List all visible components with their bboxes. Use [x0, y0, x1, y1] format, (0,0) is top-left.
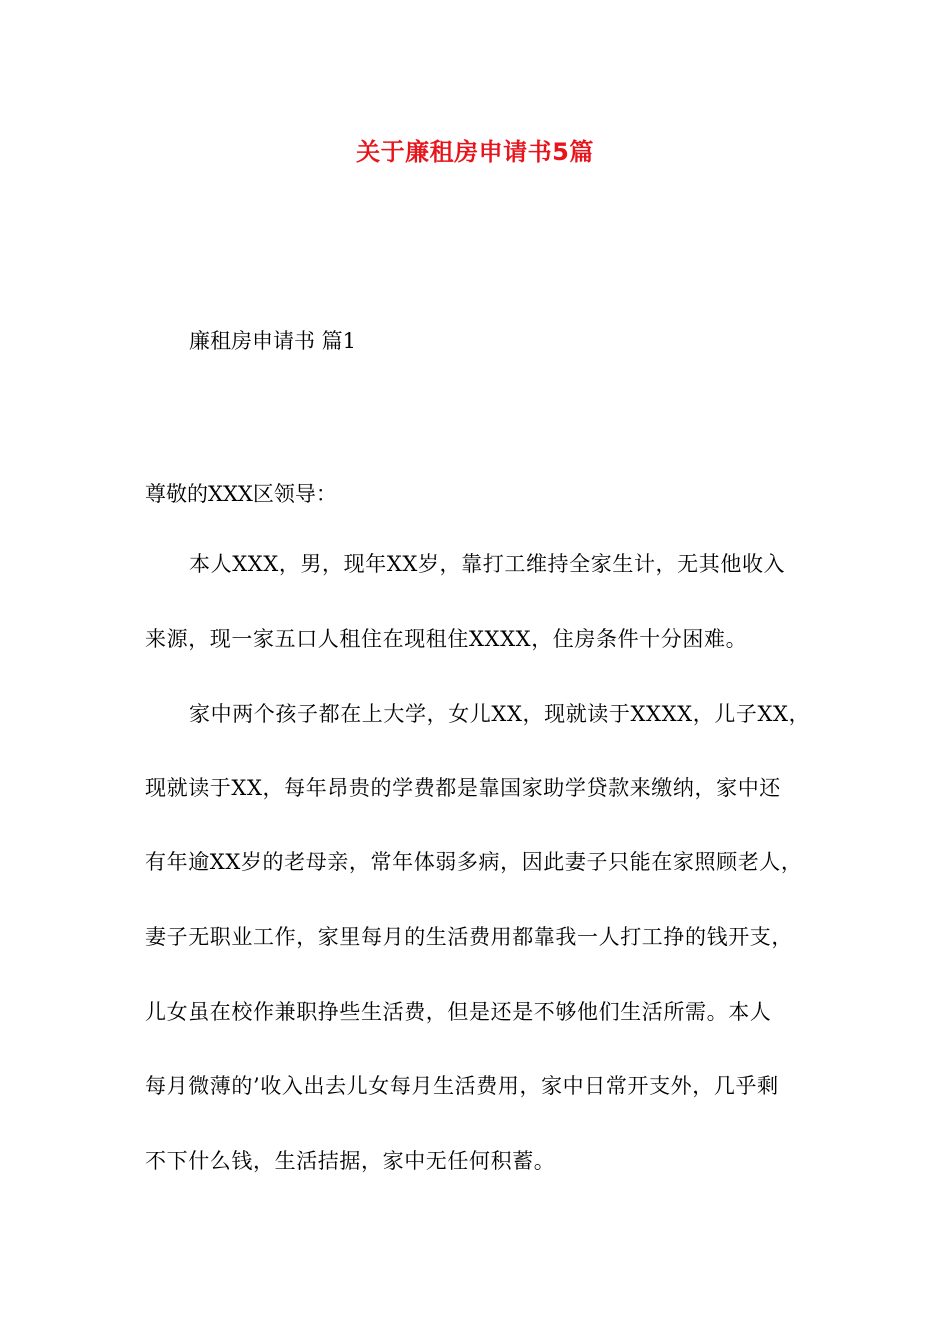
body-line: 不下什么钱，生活拮据，家中无任何积蓄。	[145, 1149, 556, 1173]
body-line: 每月微薄的’收入出去儿女每月生活费用，家中日常开支外，几乎剩	[145, 1074, 779, 1098]
body-line: 有年逾XX岁的老母亲，常年体弱多病，因此妻子只能在家照顾老人，	[145, 850, 803, 874]
body-line: 妻子无职业工作，家里每月的生活费用都靠我一人打工挣的钱开支，	[145, 925, 793, 949]
body-line: 现就读于XX，每年昂贵的学费都是靠国家助学贷款来缴纳，家中还	[145, 776, 781, 800]
section-heading: 廉租房申请书 篇1	[189, 329, 357, 353]
document-title: 关于廉租房申请书5篇	[356, 138, 594, 166]
salutation: 尊敬的XXX区领导：	[145, 482, 337, 506]
body-line: 来源，现一家五口人租住在现租住XXXX，住房条件十分困难。	[145, 627, 748, 651]
body-line: 家中两个孩子都在上大学，女儿XX，现就读于XXXX，儿子XX，	[189, 702, 811, 726]
body-line: 本人XXX，男，现年XX岁，靠打工维持全家生计，无其他收入	[189, 552, 786, 576]
body-line: 儿女虽在校作兼职挣些生活费，但是还是不够他们生活所需。本人	[145, 1000, 772, 1024]
